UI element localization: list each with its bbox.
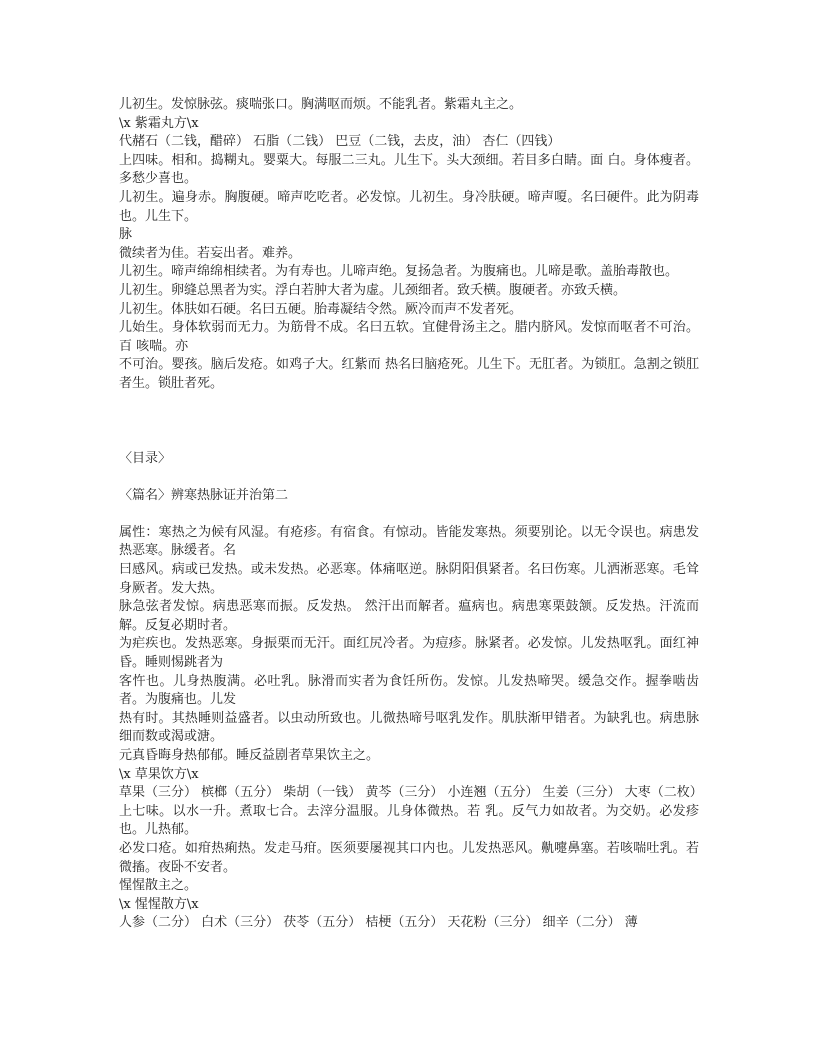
paragraph: 儿始生。身体软弱而无力。为筋骨不成。名曰五软。宜健骨汤主之。腊内脐风。发惊而呕者不可治。百 咳喘。亦: [119, 320, 699, 354]
chapter-title: 〈篇名〉辨寒热脉证并治第二: [119, 487, 289, 503]
paragraph: 儿初生。卵缝总黑者为实。浮白若肿大者为虚。儿颈细者。致夭横。腹硬者。亦致夭横。: [119, 282, 627, 298]
paragraph: 属性：寒热之为候有风湿。有疮疹。有宿食。有惊动。皆能发寒热。须要别论。以无令误也。病患发热恶寒。脉缓者。名: [119, 524, 699, 559]
section-spacer: [119, 394, 699, 450]
toc-marker: 〈目录〉: [119, 450, 172, 466]
paragraph: 为疟疾也。发热恶寒。身振栗而无汗。面红尻冷者。为痘疹。脉紧者。必发惊。儿发热呕乳。面红神昏。睡则惕跳者为: [119, 636, 699, 671]
paragraph: 元真昏晦身热郁郁。睡反益剧者草果饮主之。: [119, 748, 380, 763]
paragraph: 脉: [119, 227, 133, 243]
section-pediatric-newborn: [119, 96, 699, 394]
section-cold-heat-pulse: [119, 524, 703, 933]
paragraph: 儿初生。遍身赤。胸腹硬。啼声吃吃者。必发惊。儿初生。身冷肤硬。啼声嗄。名曰硬件。此为阴毒也。儿生下。: [119, 189, 699, 224]
formula-title: \x 紫霜丸方\x: [119, 115, 199, 131]
formula-ingredients: 草果（三分） 槟榔（五分） 柴胡（一钱） 黄芩（三分） 小连翘（五分） 生姜（三分） 大枣（二枚）: [119, 785, 703, 801]
paragraph: 上七味。以水一升。煮取七合。去滓分温服。儿身体微热。若 乳。反气力如故者。为交奶。必发疹也。儿热郁。: [119, 803, 699, 838]
paragraph: 儿初生。发惊脉弦。痰喘张口。胸满呕而烦。不能乳者。紫霜丸主之。: [119, 97, 523, 112]
spacer: [119, 468, 699, 487]
paragraph: 惺惺散主之。: [119, 878, 198, 894]
formula-ingredients: 人参（二分） 白术（三分） 茯苓（五分） 桔梗（五分） 天花粉（三分） 细辛（二分） 薄: [119, 915, 638, 931]
document-page: [119, 96, 703, 933]
paragraph: 脉急弦者发惊。病患恶寒而振。反发热。 然汗出而解者。瘟病也。病患寒栗鼓颔。反发热。汗流而解。反复必期时者。: [119, 599, 699, 633]
paragraph: 儿初生。啼声绵绵相续者。为有寿也。儿啼声绝。复扬急者。为腹痛也。儿啼是歌。盖胎毒散也。: [119, 264, 679, 280]
paragraph: 必发口疮。如疳热痢热。发走马疳。医须要屡视其口内也。儿发热恶风。鼽嚏鼻塞。若咳喘吐乳。若微搐。夜卧不安者。: [119, 840, 699, 875]
paragraph: 客忤也。儿身热腹满。必吐乳。脉滑而实者为食饪所伤。发惊。儿发热啼哭。缓急交作。握拳啮齿者。为腹痛也。儿发: [119, 673, 699, 708]
paragraph: 不可治。婴孩。脑后发疮。如鸡子大。红紫而 热名曰脑疮死。儿生下。无肛者。为锁肛。急割之锁肛者生。锁肚者死。: [119, 357, 699, 391]
spacer: [119, 505, 699, 524]
formula-ingredients: 代赭石（二钱，醋碎） 石脂（二钱） 巴豆（二钱，去皮，油） 杏仁（四钱）: [119, 134, 561, 150]
paragraph: 微续者为佳。若妄出者。难养。: [119, 245, 302, 261]
formula-title: \x 草果饮方\x: [119, 766, 199, 782]
paragraph: 热有时。其热睡则益盛者。以虫动所致也。儿微热啼号呕乳发作。肌肤渐甲错者。为缺乳也。病患脉细而数或渴或溏。: [119, 710, 699, 745]
paragraph: 上四味。相和。捣糊丸。婴粟大。每服二三丸。儿生下。头大颈细。若目多白睛。面 白。身体瘦者。多愁少喜也。: [119, 152, 699, 187]
formula-title: \x 惺惺散方\x: [119, 896, 199, 912]
paragraph: 儿初生。体肤如石硬。名曰五硬。胎毒凝结令然。厥冷而声不发者死。: [119, 301, 523, 317]
paragraph: 曰感风。病或已发热。或未发热。必恶寒。体痛呕逆。脉阴阳俱紧者。名曰伤寒。儿洒淅恶寒。毛耸身厥者。发大热。: [119, 562, 699, 596]
